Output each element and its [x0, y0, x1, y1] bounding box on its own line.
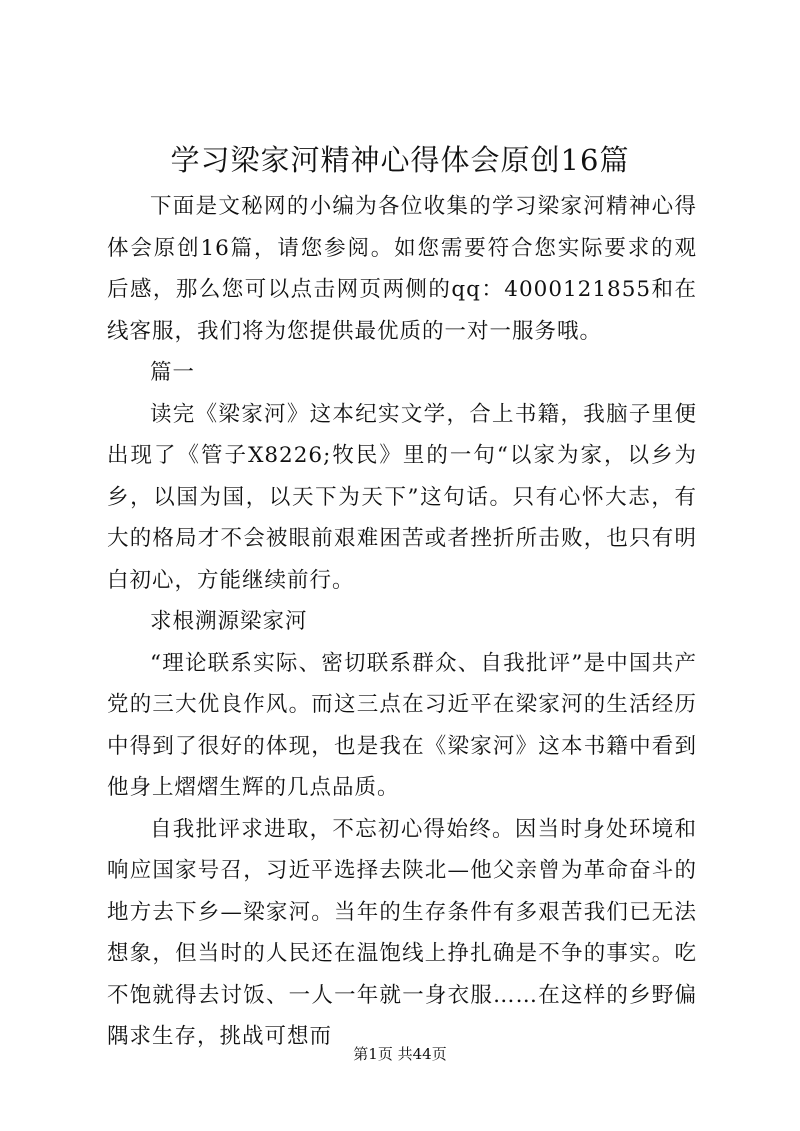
- body-paragraph: “理论联系实际、密切联系群众、自我批评”是中国共产党的三大优良作风。而这三点在习近平在梁家河的生活经历中得到了很好的体现，也是我在《梁家河》这本书籍中看到他身上熠熠生辉的几点品质。: [107, 650, 697, 800]
- body-paragraph: 自我批评求进取，不忘初心得始终。因当时身处环境和响应国家号召，习近平选择去陕北—他父亲曾为革命奋斗的地方去下乡—梁家河。当年的生存条件有多艰苦我们已无法想象，但当时的人民还在温饱线上挣扎确是不争的事实。吃不饱就得去讨饭、一人一年就一身衣服……在这样的乡野偏隅求生存，挑战可想而: [107, 816, 697, 1049]
- intro-paragraph: 下面是文秘网的小编为各位收集的学习梁家河精神心得体会原创16篇，请您参阅。如您需要符合您实际要求的观后感，那么您可以点击网页两侧的qq：4000121855和在线客服，我们将为您提供最优质的一对一服务哦。: [107, 194, 697, 344]
- section-heading-2: 求根溯源梁家河: [150, 609, 308, 634]
- document-body: [107, 186, 697, 1058]
- page-number-footer: 第1页 共44页: [353, 1045, 447, 1063]
- body-paragraph: 读完《梁家河》这本纪实文学，合上书籍，我脑子里便出现了《管子X8226;牧民》里的一句“以家为家，以乡为乡，以国为国，以天下为天下”这句话。只有心怀大志，有大的格局才不会被眼前艰难困苦或者挫折所击败，也只有明白初心，方能继续前行。: [107, 401, 697, 593]
- document-title: 学习梁家河精神心得体会原创16篇: [170, 143, 630, 177]
- section-heading-1: 篇一: [150, 360, 196, 385]
